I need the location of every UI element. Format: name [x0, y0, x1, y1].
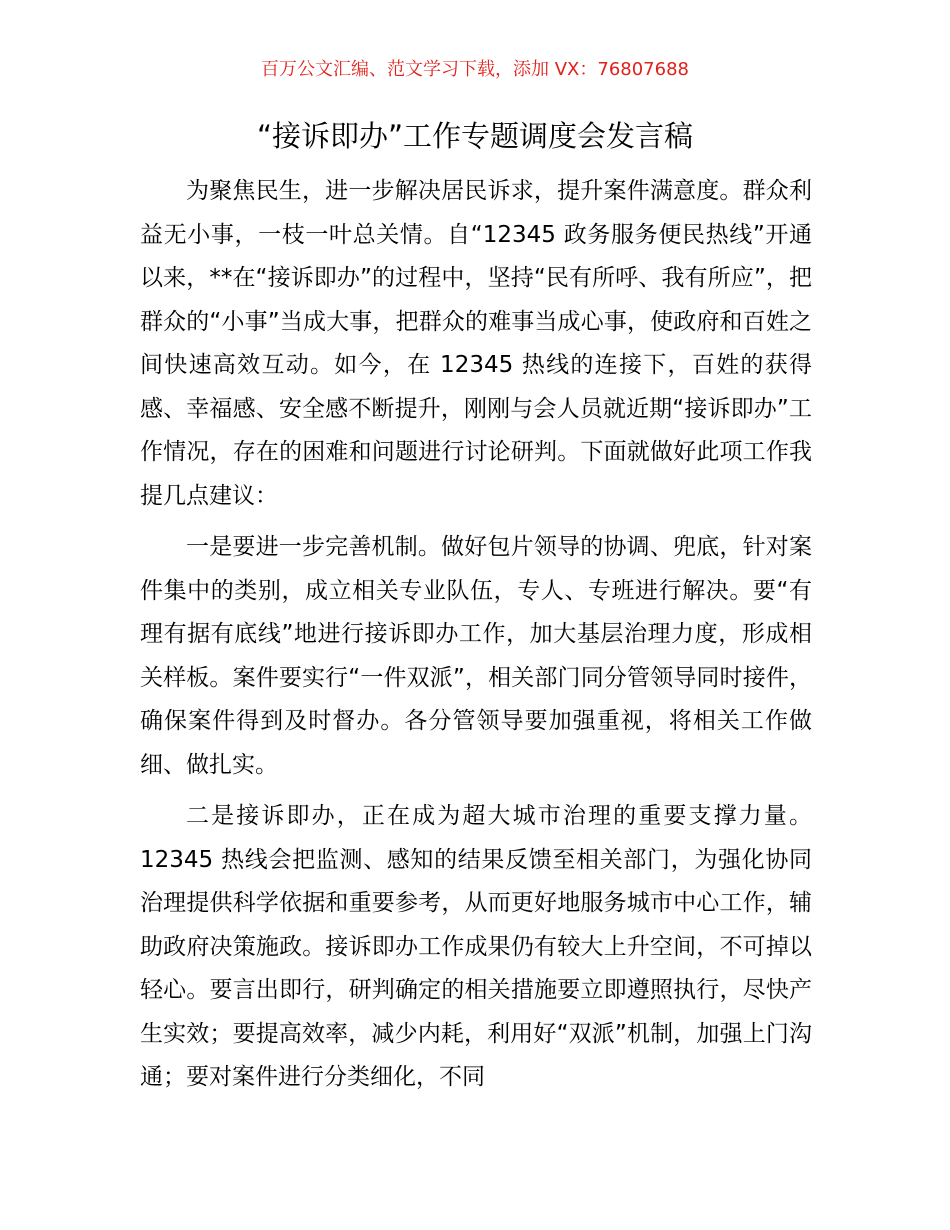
- paragraph-point-two: 二是接诉即办，正在成为超大城市治理的重要支撑力量。12345 热线会把监测、感知的结果反馈至相关部门，为强化协同治理提供科学依据和重要参考，从而更好地服务城市中心工作，辅助政府决策施政。接诉即办工作成果仍有较大上升空间，不可掉以轻心。要言出即行，研判确定的相关措施要立即遵照执行，尽快产生实效；要提高效率，减少内耗，利用好“双派”机制，加强上门沟通；要对案件进行分类细化，不同: [140, 803, 812, 1090]
- paragraph-intro: 为聚焦民生，进一步解决居民诉求，提升案件满意度。群众利益无小事，一枝一叶总关情。自“12345 政务服务便民热线”开通以来，**在“接诉即办”的过程中，坚持“民有所呼、我有所应”，把群众的“小事”当成大事，把群众的难事当成心事，使政府和百姓之间快速高效互动。如今，在 12345 热线的连接下，百姓的获得感、幸福感、安全感不断提升，刚刚与会人员就近期“接诉即办”工作情况，存在的困难和问题进行讨论研判。下面就做好此项工作我提几点建议：: [140, 178, 812, 509]
- paragraph-point-one: 一是要进一步完善机制。做好包片领导的协调、兜底，针对案件集中的类别，成立相关专业队伍，专人、专班进行解决。要“有理有据有底线”地进行接诉即办工作，加大基层治理力度，形成相关样板。案件要实行“一件双派”，相关部门同分管领导同时接件，确保案件得到及时督办。各分管领导要加强重视，将相关工作做细、做扎实。: [140, 534, 812, 778]
- promo-banner: 百万公文汇编、范文学习下载，添加 VX：76807688: [261, 59, 689, 80]
- document-title: “接诉即办”工作专题调度会发言稿: [256, 119, 694, 153]
- document-body: [140, 170, 812, 1108]
